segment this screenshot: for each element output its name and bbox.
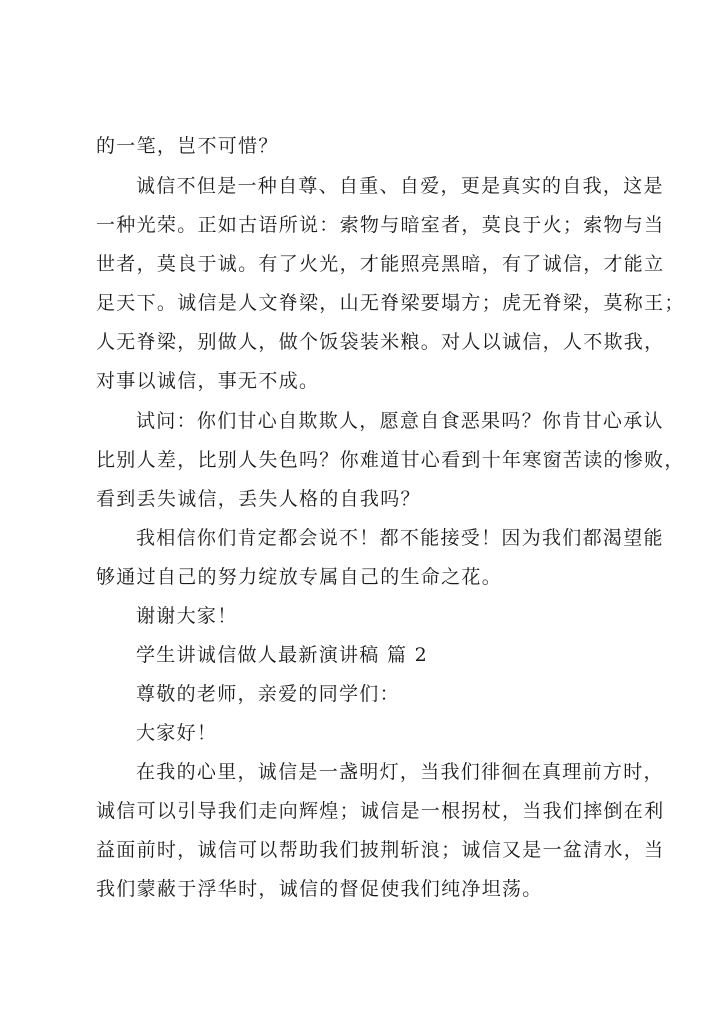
text-line: 看到丢失诚信，丢失人格的自我吗？ <box>96 488 421 510</box>
paragraph-first-line: 我相信你们肯定都会说不！都不能接受！因为我们都渴望能 <box>136 527 664 549</box>
text-line: 人无脊梁，别做人，做个饭袋装米粮。对人以诚信，人不欺我， <box>96 331 665 353</box>
text-line: 足天下。诚信是人文脊梁，山无脊梁要塌方；虎无脊梁，莫称王； <box>96 292 685 314</box>
text-line: 对事以诚信，事无不成。 <box>96 370 320 392</box>
paragraph-first-line: 在我的心里，诚信是一盏明灯，当我们徘徊在真理前方时， <box>136 761 664 783</box>
text-line: 一种光荣。正如古语所说：索物与暗室者，莫良于火；索物与当 <box>96 214 665 236</box>
text-line: 的一笔，岂不可惜？ <box>96 135 279 157</box>
text-line: 比别人差，比别人失色吗？你难道甘心看到十年寒窗苦读的惨败， <box>96 449 685 471</box>
paragraph-first-line: 诚信不但是一种自尊、自重、自爱，更是真实的自我，这是 <box>136 175 664 197</box>
closing-thanks: 谢谢大家！ <box>136 605 238 627</box>
greeting: 大家好！ <box>136 722 218 744</box>
salutation: 尊敬的老师，亲爱的同学们： <box>136 683 400 705</box>
section-heading: 学生讲诚信做人最新演讲稿 篇 2 <box>136 644 428 666</box>
text-line: 我们蒙蔽于浮华时，诚信的督促使我们纯净坦荡。 <box>96 878 543 900</box>
text-line: 世者，莫良于诚。有了火光，才能照亮黑暗，有了诚信，才能立 <box>96 253 665 275</box>
text-line: 益面前时，诚信可以帮助我们披荆斩浪；诚信又是一盆清水，当 <box>96 839 665 861</box>
text-line: 够通过自己的努力绽放专属自己的生命之花。 <box>96 566 503 588</box>
paragraph-first-line: 试问：你们甘心自欺欺人，愿意自食恶果吗？你肯甘心承认 <box>136 410 664 432</box>
text-line: 诚信可以引导我们走向辉煌；诚信是一根拐杖，当我们摔倒在利 <box>96 800 665 822</box>
